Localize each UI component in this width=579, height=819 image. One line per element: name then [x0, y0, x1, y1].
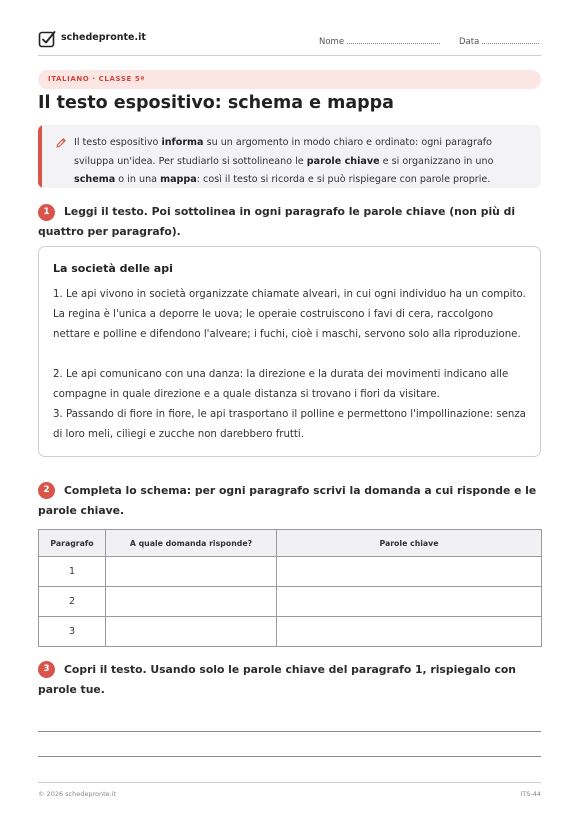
- info-box: [38, 125, 541, 188]
- table-row: [39, 557, 542, 587]
- col-header-paragraph: Paragrafo: [39, 530, 106, 557]
- question-answer-cell[interactable]: [106, 587, 277, 617]
- header-divider: [38, 55, 541, 56]
- name-label: Nome: [319, 37, 345, 47]
- question-2-number: 2: [38, 482, 55, 499]
- page-title: Il testo espositivo: schema e mappa: [38, 93, 394, 113]
- question-2-text: Completa lo schema: per ogni paragrafo scrivi la domanda a cui risponde e le parole chiave.: [38, 484, 537, 517]
- keywords-answer-cell[interactable]: [277, 587, 542, 617]
- question-3-number: 3: [38, 661, 55, 678]
- row-paragraph-number: 1: [39, 557, 106, 587]
- reading-title: La società delle api: [53, 262, 173, 275]
- table-row: [39, 617, 542, 647]
- col-header-question: A quale domanda risponde?: [106, 530, 277, 557]
- reading-box: [38, 246, 541, 457]
- question-3-text: Copri il testo. Usando solo le parole chiave del paragrafo 1, rispiegalo con parole tue.: [38, 663, 516, 696]
- schema-table: [38, 529, 542, 647]
- info-text: Il testo espositivo informa su un argomento in modo chiaro e ordinato: ogni paragrafo sviluppa un'idea. Per studiarlo si sottolineano le parole chiave e si organizzano in uno schema o in una mappa: così il testo si ricorda e si può rispiegare con parole proprie.: [74, 137, 494, 185]
- footer-divider: [38, 782, 541, 783]
- keywords-answer-cell[interactable]: [277, 557, 542, 587]
- footer-copyright: © 2026 schedepronte.it: [38, 790, 117, 798]
- checkbox-logo-icon: [38, 30, 56, 48]
- question-answer-cell[interactable]: [106, 617, 277, 647]
- reading-paragraph-1[interactable]: 1. Le api vivono in società organizzate chiamate alveari, in cui ogni individuo ha un compito. La regina è l'unica a deporre le uova; le operaie costruiscono i favi di cera, raccolgono nettare e polline e difendono l'alveare; i fuchi, cioè i maschi, servono solo alla riproduzione.: [53, 289, 526, 340]
- question-1-number: 1: [38, 204, 55, 221]
- answer-line[interactable]: [38, 731, 541, 732]
- table-header-row: [39, 530, 542, 557]
- row-paragraph-number: 3: [39, 617, 106, 647]
- date-blank[interactable]: [482, 35, 539, 44]
- pencil-icon: [55, 137, 67, 149]
- subject-tag-text: ITALIANO · CLASSE 5ª: [48, 75, 145, 83]
- footer-code: ITS-44: [520, 790, 541, 798]
- col-header-keywords: Parole chiave: [277, 530, 542, 557]
- site-logo-text: schedepronte.it: [61, 32, 146, 43]
- worksheet-page: [38, 0, 541, 819]
- row-paragraph-number: 2: [39, 587, 106, 617]
- question-1-text: Leggi il testo. Poi sottolinea in ogni paragrafo le parole chiave (non più di quattro per paragrafo).: [38, 205, 516, 238]
- info-accent-bar: [38, 125, 42, 188]
- question-answer-cell[interactable]: [106, 557, 277, 587]
- table-row: [39, 587, 542, 617]
- name-field[interactable]: [319, 35, 440, 47]
- subject-tag: [38, 70, 541, 89]
- keywords-answer-cell[interactable]: [277, 617, 542, 647]
- name-blank[interactable]: [347, 35, 440, 44]
- date-label: Data: [459, 37, 480, 47]
- date-field[interactable]: [459, 35, 539, 47]
- reading-paragraph-3[interactable]: 3. Passando di fiore in fiore, le api trasportano il polline e permettono l'impollinazione: senza di loro meli, ciliegi e zucche non darebbero frutti.: [53, 409, 526, 440]
- reading-paragraph-2[interactable]: 2. Le api comunicano con una danza: la direzione e la durata dei movimenti indicano alle compagne in quale direzione e a quale distanza si trovano i fiori da visitare.: [53, 369, 509, 400]
- answer-line[interactable]: [38, 756, 541, 757]
- page-header: [38, 28, 541, 54]
